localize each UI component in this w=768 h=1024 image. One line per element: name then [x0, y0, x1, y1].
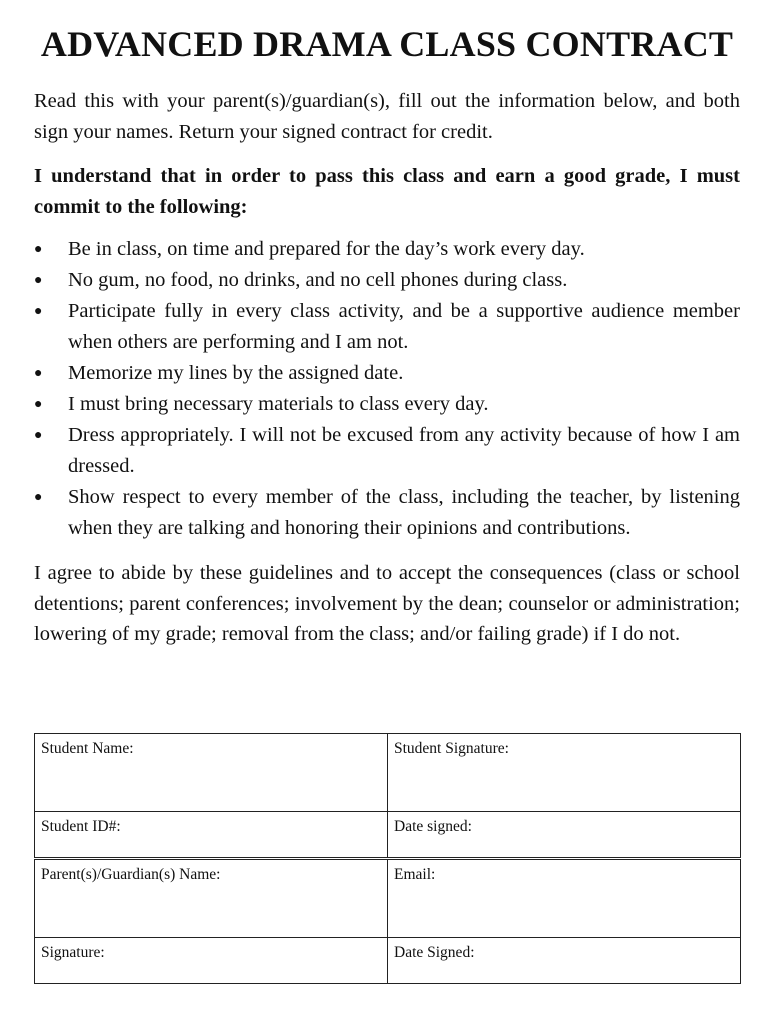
bullet-icon: ● [34, 242, 43, 257]
bullet-icon: ● [34, 428, 43, 443]
student-name-field[interactable] [35, 734, 388, 812]
parent-email-label: Email: [394, 866, 436, 883]
rule-text: Be in class, on time and prepared for the day’s work every day. [68, 238, 585, 260]
student-info-table [34, 733, 741, 858]
list-item [34, 296, 740, 358]
rule-text: No gum, no food, no drinks, and no cell phones during class. [68, 269, 568, 291]
rules-list [34, 234, 740, 544]
parent-signature-label: Signature: [41, 944, 105, 961]
student-date-signed-label: Date signed: [394, 818, 472, 835]
list-item [34, 234, 740, 265]
bullet-icon: ● [34, 273, 43, 288]
intro-paragraph: Read this with your parent(s)/guardian(s), fill out the information below, and both sign your names. Return your signed contract for credit. [34, 90, 740, 143]
bullet-icon: ● [34, 366, 43, 381]
student-signature-field[interactable] [388, 734, 741, 812]
parent-date-signed-label: Date Signed: [394, 944, 475, 961]
list-item [34, 265, 740, 296]
rule-text: I must bring necessary materials to class every day. [68, 393, 489, 415]
bullet-icon: ● [34, 397, 43, 412]
page-title: ADVANCED DRAMA CLASS CONTRACT [40, 24, 734, 64]
rule-text: Show respect to every member of the class, including the teacher, by listening when they are talking and honoring their opinions and contributions. [68, 486, 740, 539]
parent-info-table [34, 859, 741, 984]
student-id-field[interactable] [35, 812, 388, 858]
rule-text: Dress appropriately. I will not be excused from any activity because of how I am dressed. [68, 424, 740, 477]
list-item [34, 358, 740, 389]
list-item [34, 420, 740, 482]
list-item [34, 482, 740, 544]
parent-name-label: Parent(s)/Guardian(s) Name: [41, 866, 221, 883]
parent-email-field[interactable] [388, 860, 741, 938]
agreement-paragraph: I agree to abide by these guidelines and to accept the consequences (class or school detentions; parent conferences; involvement by the dean; counselor or administration; lowering of my grade; removal from the class; and/or failing grade) if I do not. [34, 562, 740, 645]
parent-name-field[interactable] [35, 860, 388, 938]
rule-text: Memorize my lines by the assigned date. [68, 362, 404, 384]
commitment-statement: I understand that in order to pass this class and earn a good grade, I must commit to the following: [34, 165, 740, 218]
parent-signature-field[interactable] [35, 938, 388, 984]
student-date-signed-field[interactable] [388, 812, 741, 858]
student-id-label: Student ID#: [41, 818, 121, 835]
list-item [34, 389, 740, 420]
rule-text: Participate fully in every class activity, and be a supportive audience member when others are performing and I am not. [68, 300, 740, 353]
bullet-icon: ● [34, 304, 43, 319]
bullet-icon: ● [34, 490, 43, 505]
student-name-label: Student Name: [41, 740, 134, 757]
parent-date-signed-field[interactable] [388, 938, 741, 984]
contract-page [34, 22, 740, 650]
student-signature-label: Student Signature: [394, 740, 509, 757]
